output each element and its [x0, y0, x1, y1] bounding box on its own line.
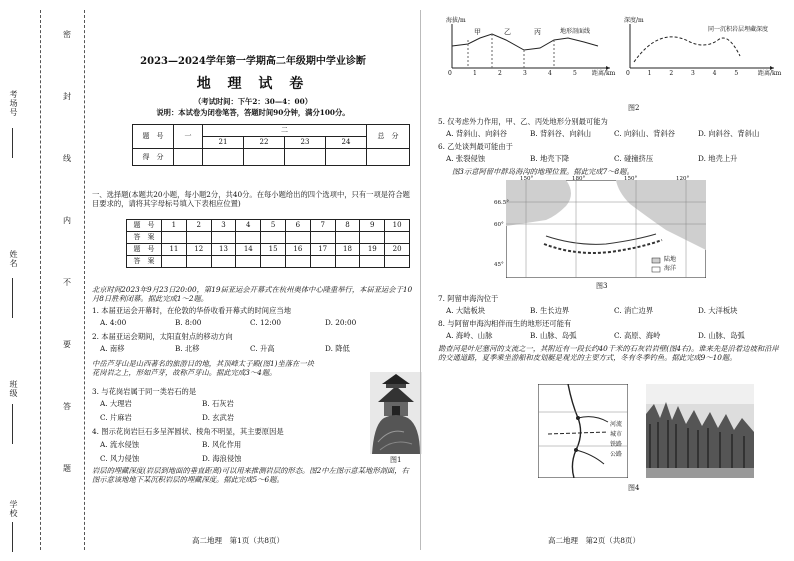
- answer-input-cell[interactable]: [186, 232, 211, 244]
- answer-input-cell[interactable]: [285, 232, 310, 244]
- axis-tick-label: 4: [548, 70, 552, 77]
- figure-1-photo: [370, 372, 422, 454]
- option[interactable]: B. 背斜谷、向斜山: [530, 129, 592, 138]
- option[interactable]: C. 风力侵蚀: [100, 454, 140, 463]
- question-1-options: [100, 318, 400, 327]
- fig4-legend-item: 公路: [610, 451, 623, 458]
- option[interactable]: D. 向斜谷、背斜山: [698, 129, 760, 138]
- answer-table-cell: 5: [261, 220, 286, 232]
- fig3-longitude-label: 120°: [676, 176, 690, 182]
- fig2-section-label: 地形剖面线: [560, 28, 591, 35]
- fig3-longitude-label: 150°: [520, 176, 534, 182]
- option[interactable]: D. 海浪侵蚀: [202, 454, 242, 463]
- class-label: 班级: [9, 380, 18, 398]
- answer-input-cell[interactable]: [385, 256, 410, 268]
- option[interactable]: C. 片麻岩: [100, 413, 132, 422]
- passage-4: 图3示意阿留申群岛海沟的地理位置。据此完成7～8题。: [452, 167, 634, 176]
- fig2-label-bing: 丙: [534, 28, 541, 36]
- score-table-cell: 题 号: [133, 125, 174, 149]
- question-6-options: [446, 154, 782, 163]
- exam-time: （考试时间：下午2：30—4：00）: [193, 97, 313, 106]
- answer-input-cell[interactable]: [261, 232, 286, 244]
- answer-table-cell: 20: [385, 244, 410, 256]
- axis-tick-label: 1: [473, 70, 477, 77]
- answer-table-cell: 13: [211, 244, 236, 256]
- answer-table-cell: 7: [310, 220, 335, 232]
- answer-input-cell[interactable]: [335, 232, 360, 244]
- fig2-right-xunit: 距离/km: [758, 70, 782, 77]
- fig3-longitudes: [520, 176, 700, 184]
- fig2-left-xticks: [448, 70, 608, 78]
- question-2: 2. 本届亚运会期间，太阳直射点的移动方向: [92, 332, 233, 341]
- option[interactable]: C. 向斜山、背斜谷: [614, 129, 676, 138]
- score-input-cell[interactable]: [285, 149, 326, 166]
- axis-tick-label: 3: [523, 70, 527, 77]
- passage-5: 勘查河是叶尼塞河的支流之一，其附近有一段长约40千米的石灰岩岩壁(图4右)。谁来先是沿着边坡和沿岸的交通道路，夏季乘坐游船和皮划艇是观光的主要方式，冬有冬季钓鱼。据此完成9～10题。: [438, 344, 779, 363]
- score-table-cell: 得 分: [133, 149, 174, 166]
- fig3-longitude-label: 150°: [624, 176, 638, 182]
- fig3-lat: 45°: [494, 262, 504, 268]
- option[interactable]: A. 4:00: [100, 318, 127, 327]
- option[interactable]: C. 升高: [250, 344, 275, 353]
- axis-tick-label: 0: [626, 70, 630, 77]
- score-table-cell: 二: [203, 125, 367, 137]
- seal-dash-line-outer: [40, 10, 41, 550]
- score-table-cell: 23: [285, 137, 326, 149]
- answer-input-cell[interactable]: [310, 256, 335, 268]
- score-table: [132, 124, 410, 166]
- option[interactable]: C. 高原、海岭: [614, 331, 661, 340]
- class-line: [12, 404, 14, 444]
- seal-words: [63, 30, 77, 530]
- option[interactable]: A. 张裂侵蚀: [446, 154, 486, 163]
- answer-table-cell: 18: [335, 244, 360, 256]
- figure-1-caption: 图1: [390, 456, 402, 464]
- fig3-longitude-label: 180°: [572, 176, 586, 182]
- answer-table-cell: 12: [186, 244, 211, 256]
- score-input-cell[interactable]: [203, 149, 244, 166]
- option[interactable]: D. 玄武岩: [202, 413, 235, 422]
- figure-4-caption: 图4: [628, 484, 640, 492]
- answer-table-cell: 题 号: [127, 244, 162, 256]
- fig2-label-yi: 乙: [504, 28, 511, 36]
- seal-line-char: 答: [63, 402, 71, 411]
- fig2-right-legend: 同一沉积岩层埋藏深度: [708, 26, 769, 33]
- score-table-cell: 一: [174, 125, 203, 149]
- school-line: [12, 522, 14, 552]
- seal-line-char: 线: [63, 154, 71, 163]
- answer-table-cell: 8: [335, 220, 360, 232]
- figure-3-caption: 图3: [596, 282, 608, 290]
- figure-4-legend: [610, 420, 650, 460]
- answer-input-cell[interactable]: [261, 256, 286, 268]
- answer-table-cell: 16: [285, 244, 310, 256]
- answer-input-cell[interactable]: [360, 232, 385, 244]
- score-table-cell: 24: [326, 137, 367, 149]
- answer-input-cell[interactable]: [162, 256, 187, 268]
- question-6: 6. 乙处谈判最可能由于: [438, 142, 513, 151]
- school-label: 学校: [9, 500, 18, 518]
- axis-tick-label: 4: [712, 70, 717, 77]
- option[interactable]: B. 8:00: [175, 318, 202, 327]
- answer-input-cell[interactable]: [211, 256, 236, 268]
- question-5: 5. 仅考虑外力作用，甲、乙、丙处地形分别最可能为: [438, 117, 608, 126]
- exam-title: 2023—2024学年第一学期高二年级期中学业诊断: [140, 56, 366, 67]
- answer-table-cell: 19: [360, 244, 385, 256]
- seal-line-char: 密: [63, 30, 71, 39]
- answer-table: [126, 219, 410, 268]
- figure-4-photo: [646, 384, 754, 478]
- exam-no-label: 考场号: [9, 90, 18, 117]
- fig2-left-ylabel: 海拔/m: [446, 17, 466, 24]
- fig3-legend-ocean: 海洋: [664, 265, 677, 272]
- fig2-left-xunit: 距离/km: [592, 70, 616, 77]
- fig4-legend-item: 铁路: [610, 441, 623, 448]
- score-input-cell[interactable]: [326, 149, 367, 166]
- passage-1: 北京时间2023年9月23日20:00，第19届亚运会开幕式在杭州奥体中心隆重举行，本届亚运会于10月8日胜利闭幕。据此完成1～2题。: [92, 285, 413, 304]
- option[interactable]: A. 背斜山、向斜谷: [446, 129, 507, 138]
- exam-note: 说明：本试卷为闭卷笔答，答题时间90分钟，满分100分。: [156, 108, 350, 117]
- question-5-options: [446, 129, 782, 138]
- answer-table-cell: 14: [236, 244, 261, 256]
- option[interactable]: B. 地壳下降: [530, 154, 570, 163]
- option[interactable]: A. 流水侵蚀: [100, 440, 140, 449]
- answer-table-cell: 10: [385, 220, 410, 232]
- answer-input-cell[interactable]: [385, 232, 410, 244]
- score-table-cell: 22: [244, 137, 285, 149]
- option[interactable]: D. 山脉、岛弧: [698, 331, 745, 340]
- option[interactable]: B. 石灰岩: [202, 399, 234, 408]
- axis-tick-label: 5: [573, 70, 577, 77]
- seal-line-char: 要: [63, 340, 71, 349]
- option[interactable]: C. 消亡边界: [614, 306, 654, 315]
- answer-table-cell: 11: [162, 244, 187, 256]
- passage-3: 岩层的埋藏深度(岩层到地面的垂直距离)可以用来推测岩层的形态。图2中左图示意某地形剖面，右图示意该地地下某沉积岩层的埋藏深度。据此完成5～6题。: [92, 466, 409, 485]
- seal-line-char: 题: [63, 464, 71, 473]
- exam-no-line: [12, 128, 14, 158]
- answer-table-cell: 答 案: [127, 256, 162, 268]
- fig3-lat: 60°: [494, 222, 504, 228]
- fig2-right-ylabel: 深度/m: [624, 17, 644, 24]
- axis-tick-label: 0: [448, 70, 452, 77]
- answer-input-cell[interactable]: [310, 232, 335, 244]
- answer-table-cell: 4: [236, 220, 261, 232]
- question-8-options: [446, 331, 782, 340]
- name-line: [12, 278, 14, 318]
- question-7: 7. 阿留申海沟位于: [438, 294, 499, 303]
- question-3: 3. 与花岗岩属于同一类岩石的是: [92, 387, 197, 396]
- fig4-legend-item: 城市: [610, 431, 623, 438]
- option[interactable]: C. 12:00: [250, 318, 281, 327]
- option[interactable]: A. 海岭、山脉: [446, 331, 493, 340]
- page-divider: [420, 10, 421, 550]
- seal-dash-line-inner: [84, 10, 85, 550]
- question-2-options: [100, 344, 400, 353]
- option[interactable]: B. 风化作用: [202, 440, 242, 449]
- question-8: 8. 与阿留申海沟相伴而生的地形还可能有: [438, 319, 572, 328]
- score-input-cell[interactable]: [367, 149, 410, 166]
- answer-table-cell: 17: [310, 244, 335, 256]
- option[interactable]: D. 大洋板块: [698, 306, 738, 315]
- score-table-cell: 总 分: [367, 125, 410, 149]
- answer-input-cell[interactable]: [360, 256, 385, 268]
- name-label: 姓名: [9, 250, 18, 268]
- question-1: 1. 本届亚运会开幕时，在伦敦的华侨收看开幕式的时间应当地: [92, 306, 291, 315]
- figure-2-caption: 图2: [628, 104, 640, 112]
- seal-line-char: 内: [63, 216, 71, 225]
- answer-table-cell: 2: [186, 220, 211, 232]
- figure-2: [428, 10, 784, 90]
- answer-input-cell[interactable]: [285, 256, 310, 268]
- answer-table-cell: 1: [162, 220, 187, 232]
- answer-input-cell[interactable]: [236, 256, 261, 268]
- axis-tick-label: 3: [691, 70, 695, 77]
- option[interactable]: D. 地壳上升: [698, 154, 738, 163]
- answer-input-cell[interactable]: [335, 256, 360, 268]
- option[interactable]: B. 山脉、岛弧: [530, 331, 577, 340]
- answer-input-cell[interactable]: [211, 232, 236, 244]
- fig3-lat: 66.5°: [494, 200, 509, 206]
- section1-intro: 一、选择题(本题共20小题，每小题2分，共40分。在每小题给出的四个选项中，只有一项是符合题目要求的，请将其字母标号填入下表相应位置): [92, 190, 410, 209]
- option[interactable]: A. 大理岩: [100, 399, 132, 408]
- question-7-options: [446, 306, 782, 315]
- paper-title: 地 理 试 卷: [196, 76, 310, 92]
- axis-tick-label: 2: [669, 70, 674, 77]
- answer-table-cell: 3: [211, 220, 236, 232]
- answer-table-cell: 答 案: [127, 232, 162, 244]
- seal-line-char: 不: [63, 278, 71, 287]
- score-input-cell[interactable]: [174, 149, 203, 166]
- fig3-legend-land: 陆地: [664, 256, 677, 263]
- footer-right-page: 高二地理 第2页（共8页）: [548, 536, 641, 545]
- axis-tick-label: 2: [498, 70, 502, 77]
- option[interactable]: D. 20:00: [325, 318, 357, 327]
- axis-tick-label: 1: [647, 70, 652, 77]
- question-4: 4. 图示花岗岩巨石多呈浑圆状、棱角不明显，其主要原因是: [92, 427, 284, 436]
- footer-left-page: 高二地理 第1页（共8页）: [192, 536, 285, 545]
- option[interactable]: B. 生长边界: [530, 306, 570, 315]
- option[interactable]: B. 北移: [175, 344, 200, 353]
- answer-table-cell: 题 号: [127, 220, 162, 232]
- option[interactable]: C. 碰撞挤压: [614, 154, 654, 163]
- axis-tick-label: 5: [734, 70, 739, 77]
- score-table-cell: 21: [203, 137, 244, 149]
- option[interactable]: D. 降低: [325, 344, 350, 353]
- fig2-label-jia: 甲: [474, 28, 481, 36]
- answer-table-cell: 6: [285, 220, 310, 232]
- option[interactable]: A. 南移: [100, 344, 125, 353]
- answer-table-cell: 9: [360, 220, 385, 232]
- answer-input-cell[interactable]: [186, 256, 211, 268]
- answer-input-cell[interactable]: [236, 232, 261, 244]
- answer-input-cell[interactable]: [162, 232, 187, 244]
- answer-table-cell: 15: [261, 244, 286, 256]
- fig4-legend-item: 河流: [610, 421, 623, 428]
- passage-2: 中岳芦芽山是山西著名的旅游目的地，其顶峰太子殿(图1)坐落在一块花岗岩之上，形如芦芽，故称芦芽山。据此完成3～4题。: [92, 359, 314, 378]
- option[interactable]: A. 大陆板块: [446, 306, 486, 315]
- seal-line-char: 封: [63, 92, 71, 101]
- score-input-cell[interactable]: [244, 149, 285, 166]
- fig2-right-xticks: [626, 70, 756, 78]
